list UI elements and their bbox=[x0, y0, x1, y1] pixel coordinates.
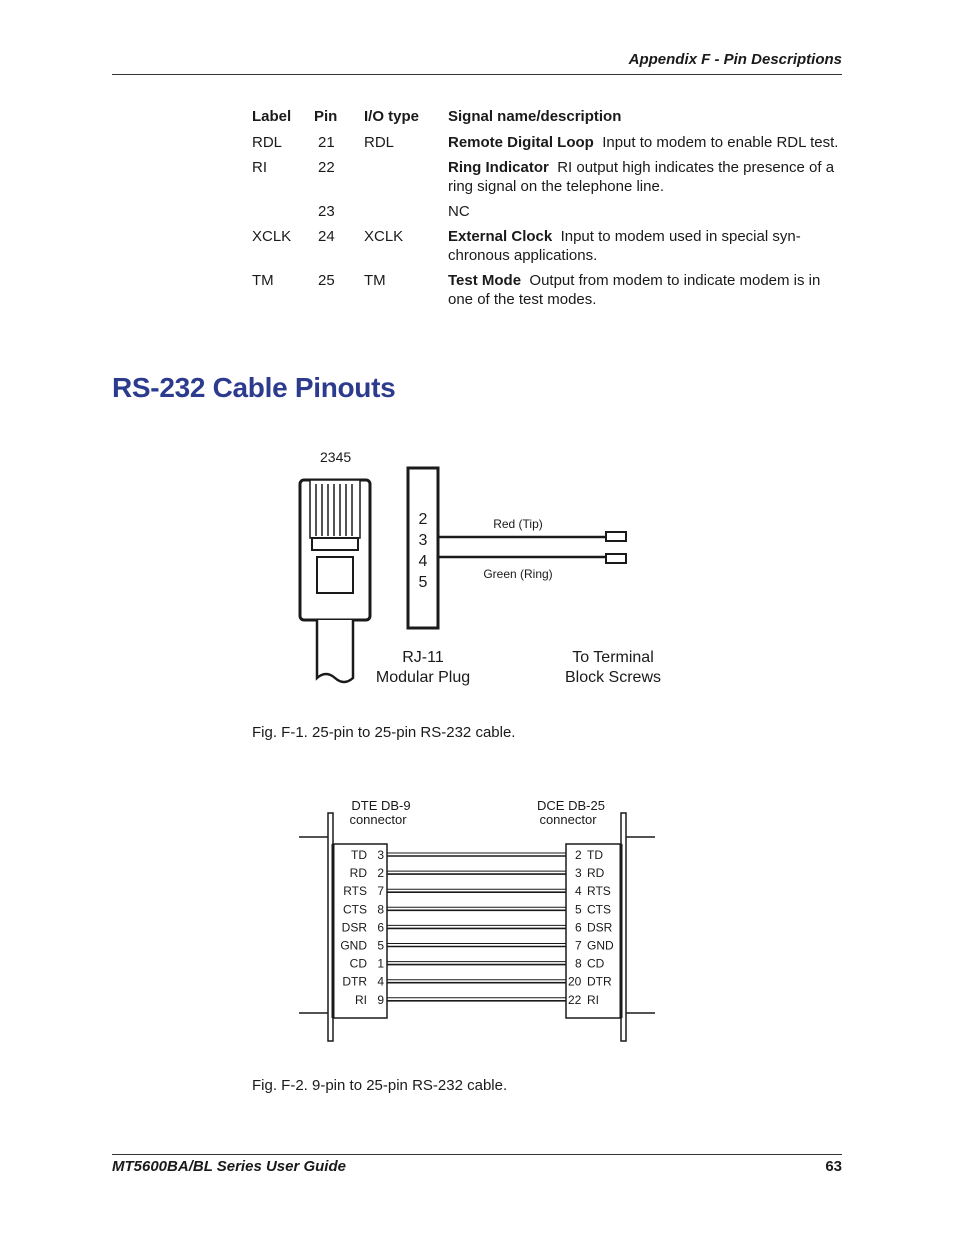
dte-pin-name: RD bbox=[349, 866, 367, 881]
cell-pin: 21 bbox=[318, 134, 335, 151]
plug-window bbox=[317, 557, 353, 593]
dte-pin-number: 4 bbox=[377, 974, 384, 989]
dce-pin-number: 3 bbox=[575, 866, 582, 881]
figure-1-caption: Fig. F-1. 25-pin to 25-pin RS-232 cable. bbox=[252, 724, 516, 741]
signal-desc: Input to modem to enable RDL test. bbox=[602, 134, 839, 151]
dte-pin-name: DSR bbox=[341, 920, 367, 935]
wire-label-green: Green (Ring) bbox=[483, 567, 553, 581]
col-header-io-type: I/O type bbox=[364, 108, 420, 125]
dte-pin-name: GND bbox=[340, 938, 367, 953]
cell-pin: 23 bbox=[318, 203, 335, 220]
table-row bbox=[252, 158, 844, 202]
footer-rule bbox=[112, 1154, 842, 1155]
dce-pin-name: RTS bbox=[587, 884, 611, 899]
cell-io: RDL bbox=[364, 134, 395, 151]
rj11-diagram bbox=[280, 440, 680, 700]
terminal-label-line2: Block Screws bbox=[564, 669, 662, 686]
dce-title-line1: DCE DB-25 bbox=[537, 798, 605, 813]
dce-pin-name: CTS bbox=[587, 902, 611, 917]
cell-description bbox=[448, 158, 844, 202]
db9-db25-diagram bbox=[290, 795, 670, 1050]
cell-description bbox=[448, 271, 844, 315]
cell-io bbox=[364, 202, 448, 227]
dte-pin-name: CTS bbox=[343, 902, 367, 917]
signal-name: External Clock bbox=[448, 228, 553, 245]
dte-pin-name: CD bbox=[349, 956, 367, 971]
cell-io: XCLK bbox=[364, 228, 404, 245]
dte-pin-number: 5 bbox=[377, 938, 384, 953]
section-title: RS-232 Cable Pinouts bbox=[112, 372, 396, 403]
wire-label-red: Red (Tip) bbox=[493, 517, 543, 531]
dte-title-line2: connector bbox=[349, 812, 407, 827]
page-number: 63 bbox=[825, 1158, 842, 1175]
plug-latch-bar bbox=[312, 538, 358, 550]
wire-lug-top bbox=[606, 532, 626, 541]
dce-pin-name: DSR bbox=[587, 920, 613, 935]
cell-label: XCLK bbox=[252, 228, 292, 245]
dce-pin-name: GND bbox=[587, 938, 614, 953]
dte-pin-number: 8 bbox=[377, 902, 384, 917]
header-rule bbox=[112, 74, 842, 75]
strip-pin-5: 5 bbox=[418, 574, 428, 591]
strip-pin-2: 2 bbox=[418, 511, 428, 528]
signal-desc: NC bbox=[448, 203, 470, 220]
dte-pin-name: RI bbox=[355, 992, 367, 1007]
dce-pin-number: 4 bbox=[575, 884, 582, 899]
table-row bbox=[252, 133, 844, 158]
dte-pin-number: 3 bbox=[377, 848, 384, 862]
cell-io: TM bbox=[364, 272, 386, 289]
dce-pin-number: 20 bbox=[568, 974, 582, 989]
dte-pin-number: 9 bbox=[377, 992, 384, 1007]
dce-pin-number: 7 bbox=[575, 938, 582, 953]
table-row bbox=[252, 227, 844, 271]
dce-pin-number: 5 bbox=[575, 902, 582, 917]
cell-label bbox=[252, 202, 314, 227]
figure-2-caption: Fig. F-2. 9-pin to 25-pin RS-232 cable. bbox=[252, 1077, 508, 1094]
signal-desc: Input to modem used in special syn-chronous applications. bbox=[448, 228, 801, 264]
dce-pin-number: 6 bbox=[575, 920, 582, 935]
terminal-label-line1: To Terminal bbox=[572, 649, 654, 666]
plug-cable bbox=[317, 620, 353, 682]
dte-pin-name: RTS bbox=[343, 884, 367, 899]
cell-pin: 24 bbox=[318, 228, 335, 245]
col-header-label: Label bbox=[252, 108, 292, 125]
dce-title-line2: connector bbox=[539, 812, 597, 827]
dce-pin-name: TD bbox=[587, 848, 603, 862]
dte-pin-number: 1 bbox=[377, 956, 384, 971]
pin-description-table bbox=[252, 108, 844, 315]
table-header-row bbox=[252, 108, 844, 133]
cell-description bbox=[448, 133, 844, 158]
strip-pin-3: 3 bbox=[418, 532, 428, 549]
dte-pin-name: TD bbox=[351, 848, 367, 862]
dte-pin-number: 6 bbox=[377, 920, 384, 935]
plug-contacts bbox=[316, 484, 352, 536]
dce-pin-name: RI bbox=[587, 992, 599, 1007]
signal-name: Ring Indicator bbox=[448, 159, 549, 176]
plug-label-line2: Modular Plug bbox=[375, 669, 471, 686]
dce-pin-name: DTR bbox=[587, 974, 612, 989]
plug-top-pins-label: 2345 bbox=[320, 449, 352, 465]
dce-pin-number: 22 bbox=[568, 992, 582, 1007]
table-row bbox=[252, 202, 844, 227]
dce-pin-name: CD bbox=[587, 956, 605, 971]
cell-label: RI bbox=[252, 159, 267, 176]
signal-name: Test Mode bbox=[448, 272, 522, 289]
signal-desc: Output from modem to indicate modem is in one of the test modes. bbox=[448, 272, 821, 308]
cell-pin: 22 bbox=[318, 159, 335, 176]
plug-label-line1: RJ-11 bbox=[402, 649, 444, 666]
col-header-description: Signal name/description bbox=[448, 108, 622, 125]
dte-pin-name: DTR bbox=[342, 974, 367, 989]
dte-pin-number: 7 bbox=[377, 884, 384, 899]
dce-pin-number: 2 bbox=[575, 848, 582, 862]
running-header: Appendix F - Pin Descriptions bbox=[628, 51, 842, 68]
dce-pin-name: RD bbox=[587, 866, 605, 881]
cell-description bbox=[448, 202, 844, 227]
strip-pin-4: 4 bbox=[418, 553, 428, 570]
cell-label: RDL bbox=[252, 134, 283, 151]
cell-pin: 25 bbox=[318, 272, 335, 289]
signal-desc: RI output high indicates the presence of a ring signal on the telephone line. bbox=[448, 159, 835, 195]
col-header-pin: Pin bbox=[314, 108, 338, 125]
footer-title: MT5600BA/BL Series User Guide bbox=[112, 1158, 346, 1175]
dce-pin-number: 8 bbox=[575, 956, 582, 971]
cell-description bbox=[448, 227, 844, 271]
signal-name: Remote Digital Loop bbox=[448, 134, 594, 151]
dte-title-line1: DTE DB-9 bbox=[351, 798, 411, 813]
cell-io bbox=[364, 158, 448, 202]
pin-rows bbox=[340, 848, 614, 1007]
table-row bbox=[252, 271, 844, 315]
dte-pin-number: 2 bbox=[377, 866, 384, 881]
wire-lug-bottom bbox=[606, 554, 626, 563]
cell-label: TM bbox=[252, 272, 274, 289]
